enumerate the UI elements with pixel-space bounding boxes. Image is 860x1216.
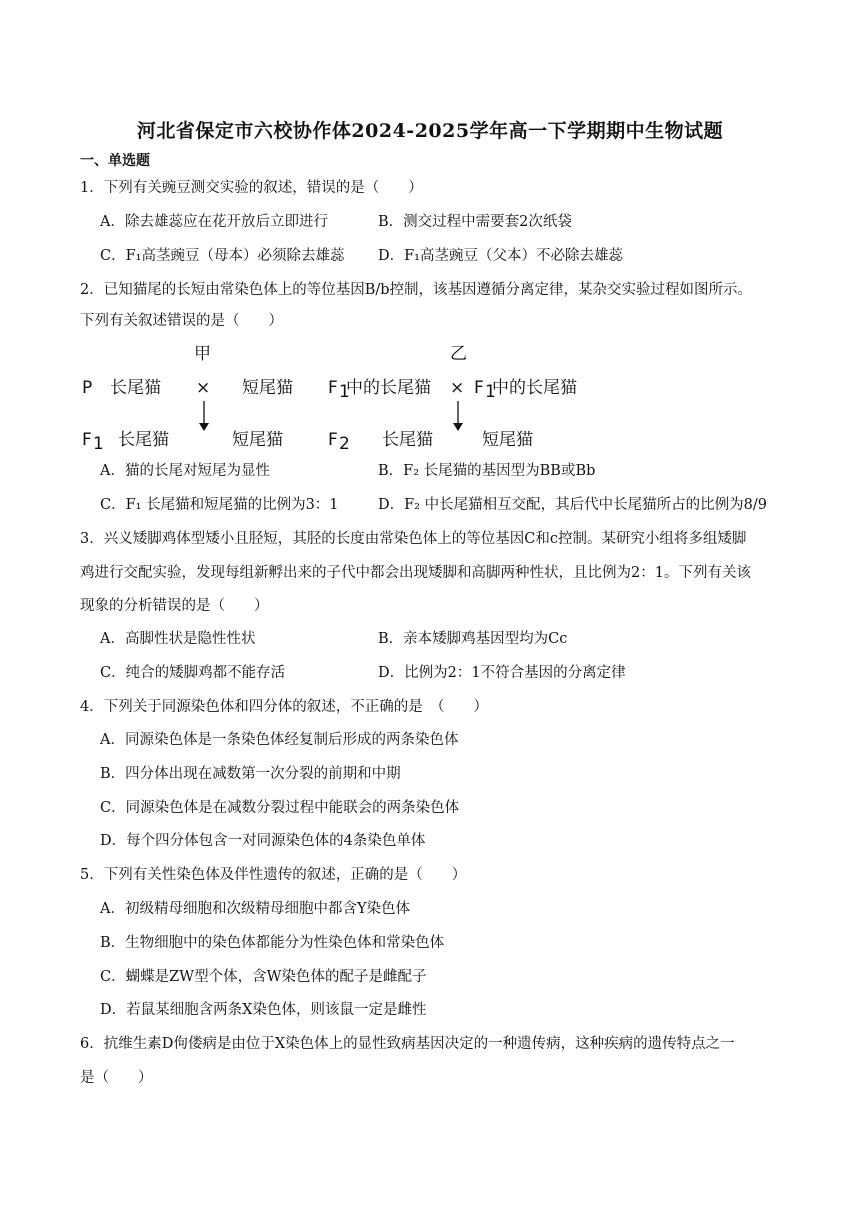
diagram-f1-short-cat: 短尾猫	[232, 430, 283, 450]
question-5-option-c: C．蝴蝶是ZW型个体，含W染色体的配子是雌配子	[100, 969, 427, 985]
question-1-option-b: B．测交过程中需要套2次纸袋	[378, 214, 572, 230]
question-1-option-a: A．除去雄蕊应在花开放后立即进行	[100, 214, 328, 230]
diagram-f1-parent-b-sub: 1	[485, 382, 496, 402]
diagram-generation-f2-sub: 2	[339, 434, 350, 454]
question-3-stem-line-3: 现象的分析错误的是（ ）	[80, 598, 269, 614]
question-5-option-d: D．若鼠某细胞含两条X染色体，则该鼠一定是雌性	[100, 1002, 427, 1018]
question-3-option-a: A．高脚性状是隐性性状	[100, 631, 256, 647]
diagram-generation-f1-sub: 1	[93, 434, 104, 454]
question-4-option-a: A．同源染色体是一条染色体经复制后形成的两条染色体	[100, 732, 459, 748]
question-4-option-b: B．四分体出现在减数第一次分裂的前期和中期	[100, 766, 401, 782]
question-3-stem-line-1: 3．兴义矮脚鸡体型矮小且胫短，其胫的长度由常染色体上的等位基因C和c控制。某研究小组将多组矮脚	[80, 531, 747, 547]
diagram-cross-symbol-2: ×	[450, 378, 465, 398]
question-6-stem-line-1: 6．抗维生素D佝偻病是由位于X染色体上的显性致病基因决定的一种遗传病，这种疾病的遗传特点之一	[80, 1036, 735, 1052]
diagram-label-jia: 甲	[194, 345, 211, 364]
diagram-f1-long-cat-b: 中的长尾猫	[492, 378, 577, 398]
question-4-option-c: C．同源染色体是在减数分裂过程中能联会的两条染色体	[100, 800, 460, 816]
question-4-stem: 4．下列关于同源染色体和四分体的叙述，不正确的是 （ ）	[80, 699, 488, 715]
diagram-arrow-2	[453, 401, 463, 431]
question-3-option-c: C．纯合的矮脚鸡都不能存活	[100, 665, 286, 681]
question-5-stem: 5．下列有关性染色体及伴性遗传的叙述，正确的是（ ）	[80, 867, 467, 883]
question-1-option-c: C．F₁高茎豌豆（母本）必须除去雄蕊	[100, 248, 345, 264]
diagram-generation-p: P	[82, 378, 93, 398]
question-2-option-d: D．F₂ 中长尾猫相互交配，其后代中长尾猫所占的比例为8/9	[378, 497, 767, 513]
question-2-option-b: B．F₂ 长尾猫的基因型为BB或Bb	[378, 463, 596, 479]
diagram-arrow-1	[199, 401, 209, 431]
question-3-stem-line-2: 鸡进行交配实验，发现每组新孵出来的子代中都会出现矮脚和高脚两种性状，且比例为2：1。下列有关该	[80, 565, 751, 581]
diagram-f2-short-cat: 短尾猫	[482, 430, 533, 450]
cross-diagram	[80, 345, 780, 455]
diagram-generation-f2: F	[328, 430, 338, 450]
diagram-f1-parent-b-prefix: F	[474, 378, 484, 398]
diagram-f1-long-cat: 长尾猫	[118, 430, 169, 450]
question-6-stem-line-2: 是（ ）	[80, 1070, 153, 1086]
question-2-option-a: A．猫的长尾对短尾为显性	[100, 463, 270, 479]
diagram-label-yi: 乙	[450, 345, 467, 364]
question-2-option-c: C．F₁ 长尾猫和短尾猫的比例为3：1	[100, 497, 339, 513]
page-title: 河北省保定市六校协作体2024-2025学年高一下学期期中生物试题	[136, 120, 724, 142]
diagram-p-short-cat: 短尾猫	[242, 378, 293, 398]
section-heading: 一、单选题	[80, 153, 150, 169]
diagram-f1-long-cat-a: 中的长尾猫	[346, 378, 431, 398]
question-3-option-b: B．亲本矮脚鸡基因型均为Cc	[378, 631, 568, 647]
diagram-p-long-cat: 长尾猫	[110, 378, 161, 398]
question-1-option-d: D．F₁高茎豌豆（父本）不必除去雄蕊	[378, 248, 623, 264]
diagram-f1-parent-a-sub: 1	[339, 382, 350, 402]
diagram-generation-f1: F	[82, 430, 92, 450]
question-3-option-d: D．比例为2：1不符合基因的分离定律	[378, 665, 626, 681]
diagram-cross-symbol-1: ×	[196, 378, 211, 398]
diagram-f2-long-cat: 长尾猫	[382, 430, 433, 450]
question-5-option-a: A．初级精母细胞和次级精母细胞中都含Y染色体	[100, 901, 411, 917]
question-4-option-d: D．每个四分体包含一对同源染色体的4条染色单体	[100, 833, 426, 849]
question-1-stem: 1．下列有关豌豆测交实验的叙述，错误的是（ ）	[80, 180, 423, 196]
diagram-f1-parent-a-prefix: F	[328, 378, 338, 398]
question-2-stem-line-2: 下列有关叙述错误的是（ ）	[80, 313, 283, 329]
question-2-stem-line-1: 2．已知猫尾的长短由常染色体上的等位基因B/b控制，该基因遵循分离定律，某杂交实验过程如图所示。	[80, 282, 753, 298]
question-5-option-b: B．生物细胞中的染色体都能分为性染色体和常染色体	[100, 935, 445, 951]
